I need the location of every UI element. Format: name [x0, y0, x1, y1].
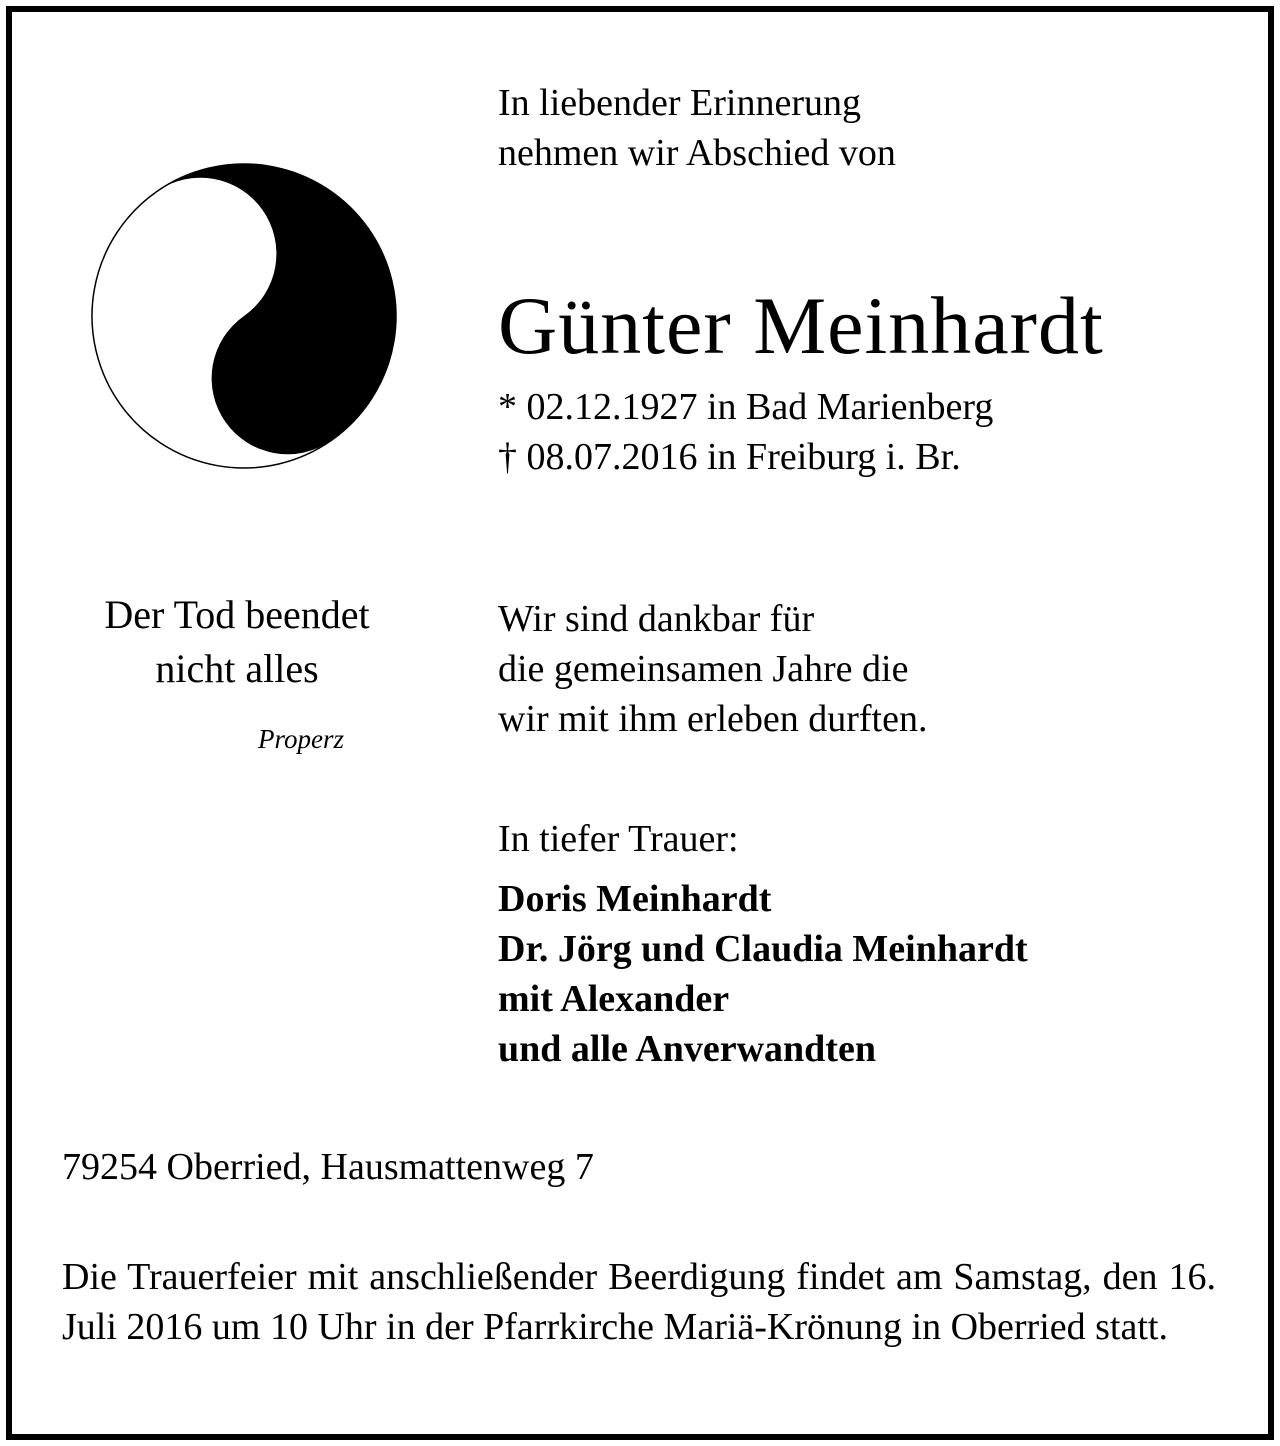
quote-line-2: nicht alles [155, 646, 319, 691]
family-address: 79254 Oberried, Hausmattenweg 7 [62, 1146, 594, 1188]
mourning-label: In tiefer Trauer: [498, 818, 739, 860]
mourners-list [498, 874, 1028, 1074]
mourner-name: Doris Meinhardt [498, 878, 772, 920]
life-dates [498, 382, 993, 482]
mourner-name: Dr. Jörg und Claudia Meinhardt [498, 928, 1028, 970]
thanks-text [498, 594, 928, 744]
mourner-name: und alle Anverwandten [498, 1028, 876, 1070]
ceremony-notice: Die Trauerfeier mit anschließender Beerdigung findet am Samstag, den 16. Juli 2016 um 10 Uhr in der Pfarrkirche Mariä-Krönung in Oberried statt. [62, 1256, 1216, 1348]
mourner-name: mit Alexander [498, 978, 730, 1020]
birth-date: * 02.12.1927 in Bad Marienberg [498, 386, 994, 428]
thanks-line-2: die gemeinsamen Jahre die [498, 648, 909, 690]
intro-text [498, 78, 896, 178]
death-date: † 08.07.2016 in Freiburg i. Br. [498, 436, 961, 478]
intro-line-2: nehmen wir Abschied von [498, 132, 896, 174]
yin-yang-graphic [88, 160, 400, 472]
thanks-line-1: Wir sind dankbar für [498, 598, 815, 640]
quote [60, 588, 414, 696]
yin-yang-icon [88, 160, 400, 472]
thanks-line-3: wir mit ihm erleben durften. [498, 698, 928, 740]
deceased-name: Günter Meinhardt [498, 280, 1104, 371]
intro-line-1: In liebender Erinnerung [498, 82, 861, 124]
quote-author: Properz [258, 724, 344, 754]
quote-line-1: Der Tod beendet [104, 592, 370, 637]
